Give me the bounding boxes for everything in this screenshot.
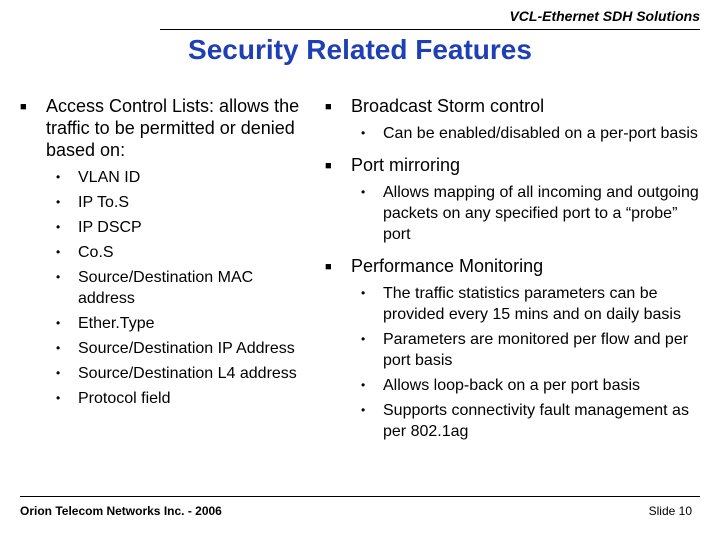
list-item-text: Supports connectivity fault management as per 802.1ag: [383, 402, 689, 440]
list-item: [20, 363, 310, 384]
dot-bullet-icon: •: [361, 126, 366, 140]
header-divider: [160, 29, 700, 30]
list-item: [325, 375, 705, 396]
list-item: [20, 167, 310, 188]
left-column: [20, 95, 310, 419]
footer-company: Orion Telecom Networks Inc. - 2006: [20, 504, 222, 518]
square-bullet-icon: ■: [325, 160, 332, 172]
list-item-text: Ether.Type: [78, 315, 155, 332]
dot-bullet-icon: •: [361, 332, 366, 346]
list-item-text: VLAN ID: [78, 169, 141, 186]
square-bullet-icon: ■: [325, 261, 332, 273]
list-item-text: Source/Destination L4 address: [78, 365, 297, 382]
section-title-mirroring: Port mirroring: [351, 155, 461, 175]
right-column: [325, 95, 705, 452]
list-item-text: Allows loop-back on a per port basis: [383, 377, 641, 394]
list-item-text: Source/Destination IP Address: [78, 340, 295, 357]
dot-bullet-icon: •: [56, 220, 61, 234]
section-heading: [325, 154, 705, 176]
section-heading: [325, 255, 705, 277]
list-item: [20, 192, 310, 213]
slide-title: Security Related Features: [188, 34, 532, 65]
dot-bullet-icon: •: [56, 316, 61, 330]
list-item-text: Source/Destination MAC address: [78, 269, 254, 307]
list-item: [20, 313, 310, 334]
list-item: [325, 123, 705, 144]
list-item-text: Protocol field: [78, 390, 171, 407]
dot-bullet-icon: •: [361, 403, 366, 417]
dot-bullet-icon: •: [56, 170, 61, 184]
list-item: [20, 267, 310, 309]
list-item-text: Allows mapping of all incoming and outgoing packets on any specified port to a “probe” port: [383, 184, 699, 243]
dot-bullet-icon: •: [56, 341, 61, 355]
list-item: [20, 388, 310, 409]
acl-intro: Access Control Lists: allows the traffic to be permitted or denied based on:: [46, 96, 300, 160]
section-heading: [325, 95, 705, 117]
dot-bullet-icon: •: [56, 366, 61, 380]
dot-bullet-icon: •: [56, 195, 61, 209]
dot-bullet-icon: •: [361, 286, 366, 300]
list-item-text: IP To.S: [78, 194, 129, 211]
list-item-text: Parameters are monitored per flow and per port basis: [383, 331, 689, 369]
footer-divider: [20, 496, 700, 497]
list-item-text: IP DSCP: [78, 219, 142, 236]
section-title-monitoring: Performance Monitoring: [351, 256, 544, 276]
dot-bullet-icon: •: [56, 245, 61, 259]
square-bullet-icon: ■: [325, 101, 332, 113]
section-title-broadcast: Broadcast Storm control: [351, 96, 545, 116]
list-item: [325, 283, 705, 325]
list-item: [325, 400, 705, 442]
dot-bullet-icon: •: [361, 185, 366, 199]
dot-bullet-icon: •: [361, 378, 366, 392]
list-item: [20, 242, 310, 263]
list-item: [20, 338, 310, 359]
list-item: [20, 95, 310, 161]
header-title: VCL-Ethernet SDH Solutions: [509, 8, 700, 24]
list-item: [20, 217, 310, 238]
square-bullet-icon: ■: [20, 101, 27, 113]
dot-bullet-icon: •: [56, 391, 61, 405]
dot-bullet-icon: •: [56, 270, 61, 284]
list-item: [325, 329, 705, 371]
list-item-text: Can be enabled/disabled on a per-port basis: [383, 125, 698, 142]
slide-number: Slide 10: [648, 504, 692, 518]
list-item-text: The traffic statistics parameters can be provided every 15 mins and on daily basis: [383, 285, 681, 323]
list-item: [325, 182, 705, 245]
list-item-text: Co.S: [78, 244, 114, 261]
